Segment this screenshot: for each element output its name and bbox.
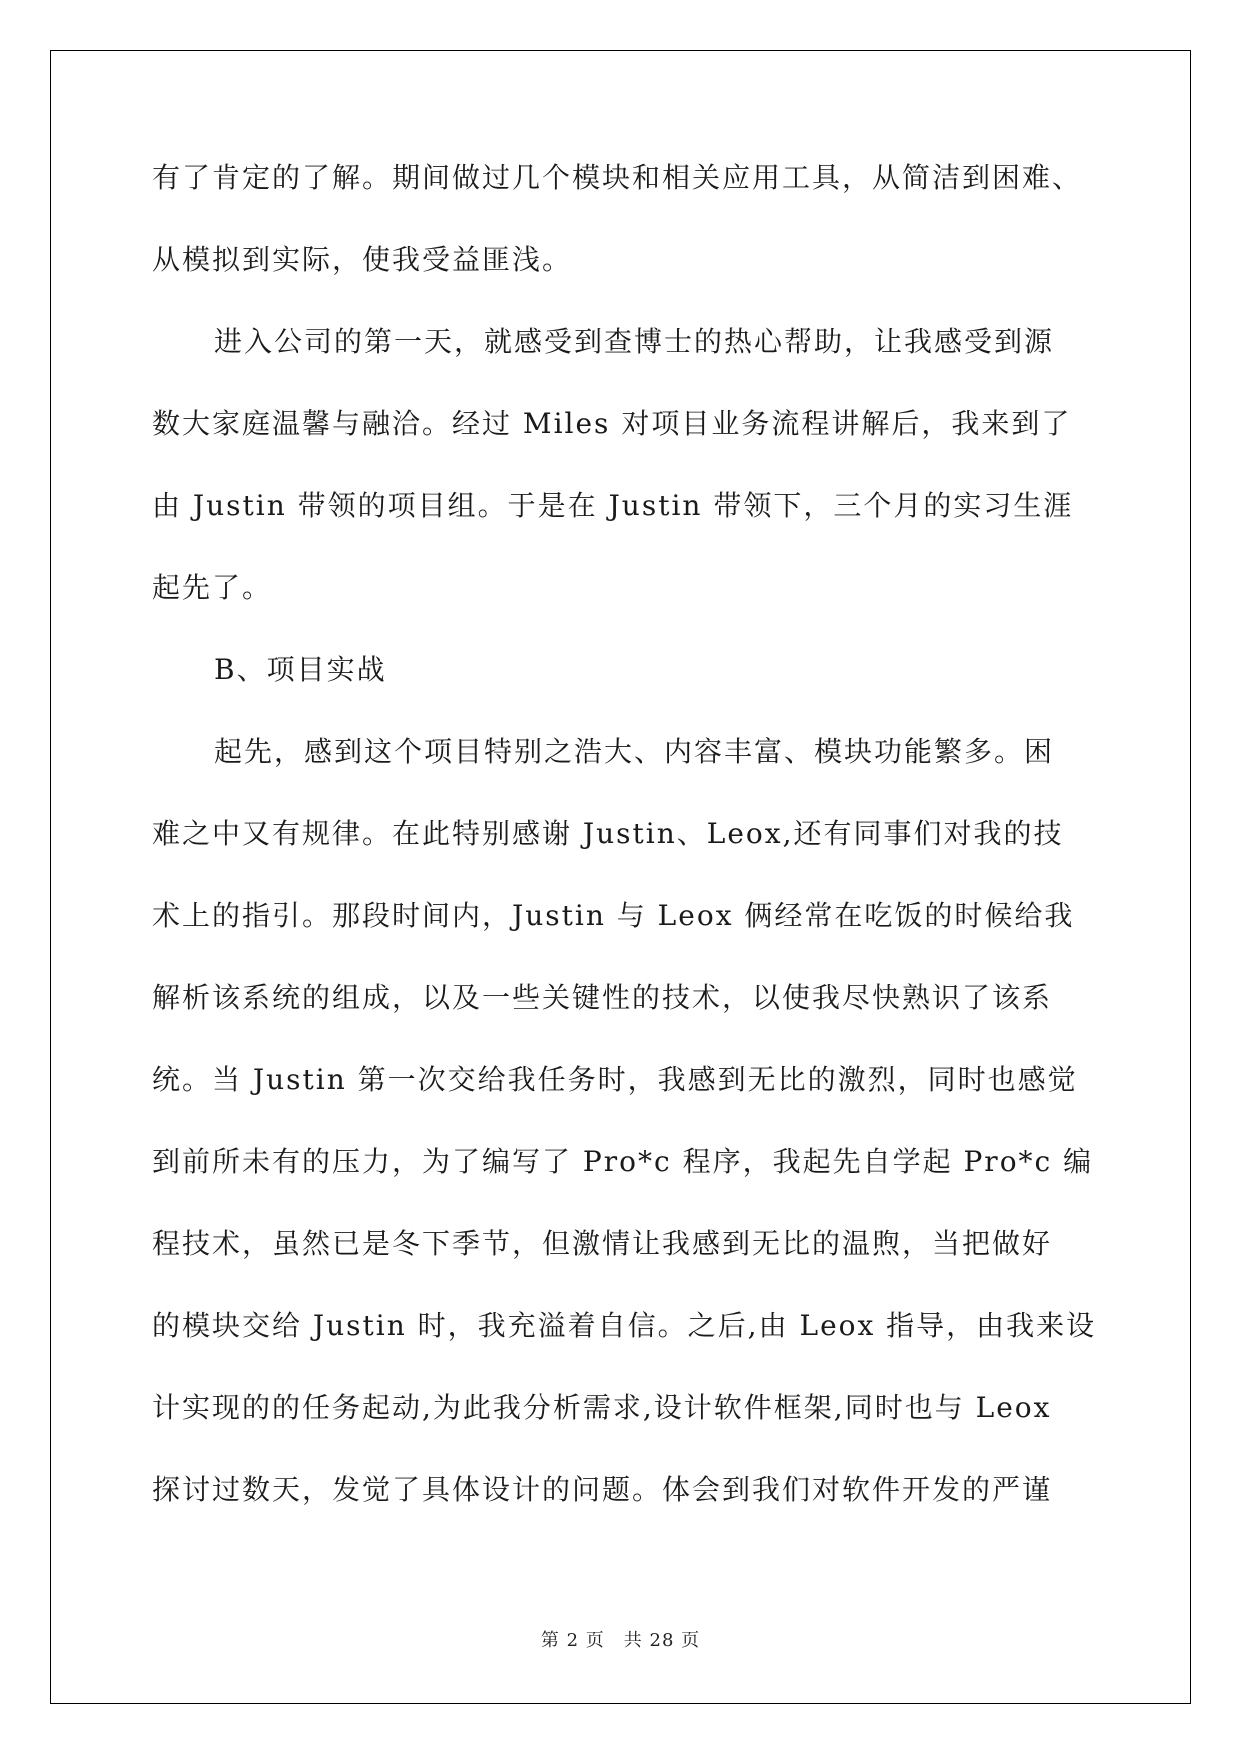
text-line: 数大家庭温馨与融洽。经过 Miles 对项目业务流程讲解后，我来到了 xyxy=(152,407,1072,440)
text-line: 起先，感到这个项目特别之浩大、内容丰富、模块功能繁多。困 xyxy=(214,735,1055,768)
text-line: 程技术，虽然已是冬下季节，但激情让我感到无比的温煦，当把做好 xyxy=(152,1227,1053,1260)
text-line: 解析该系统的组成，以及一些关键性的技术，以使我尽快熟识了该系 xyxy=(152,981,1053,1014)
text-line: 从模拟到实际，使我受益匪浅。 xyxy=(152,243,573,276)
text-line: 术上的指引。那段时间内，Justin 与 Leox 俩经常在吃饭的时候给我 xyxy=(152,899,1075,932)
text-line: 起先了。 xyxy=(152,571,273,604)
text-line: 到前所未有的压力，为了编写了 Pro*c 程序，我起先自学起 Pro*c 编 xyxy=(152,1145,1094,1178)
text-line: 统。当 Justin 第一次交给我任务时，我感到无比的激烈，同时也感觉 xyxy=(152,1063,1078,1096)
page-number-footer: 第 2 页 共 28 页 xyxy=(540,1630,701,1651)
text-line: 难之中又有规律。在此特别感谢 Justin、Leox,还有同事们对我的技 xyxy=(152,817,1064,850)
document-body xyxy=(152,160,1097,1554)
text-line: 的模块交给 Justin 时，我充溢着自信。之后,由 Leox 指导，由我来设 xyxy=(152,1309,1097,1342)
text-line: 进入公司的第一天，就感受到查博士的热心帮助，让我感受到源 xyxy=(214,325,1055,358)
text-line: 有了肯定的了解。期间做过几个模块和相关应用工具，从简洁到困难、 xyxy=(152,161,1083,194)
section-heading: B、项目实战 xyxy=(214,653,387,686)
text-line: 由 Justin 带领的项目组。于是在 Justin 带领下，三个月的实习生涯 xyxy=(152,489,1074,522)
text-line: 计实现的的任务起动,为此我分析需求,设计软件框架,同时也与 Leox xyxy=(152,1391,1052,1424)
text-line: 探讨过数天，发觉了具体设计的问题。体会到我们对软件开发的严谨 xyxy=(152,1473,1053,1506)
